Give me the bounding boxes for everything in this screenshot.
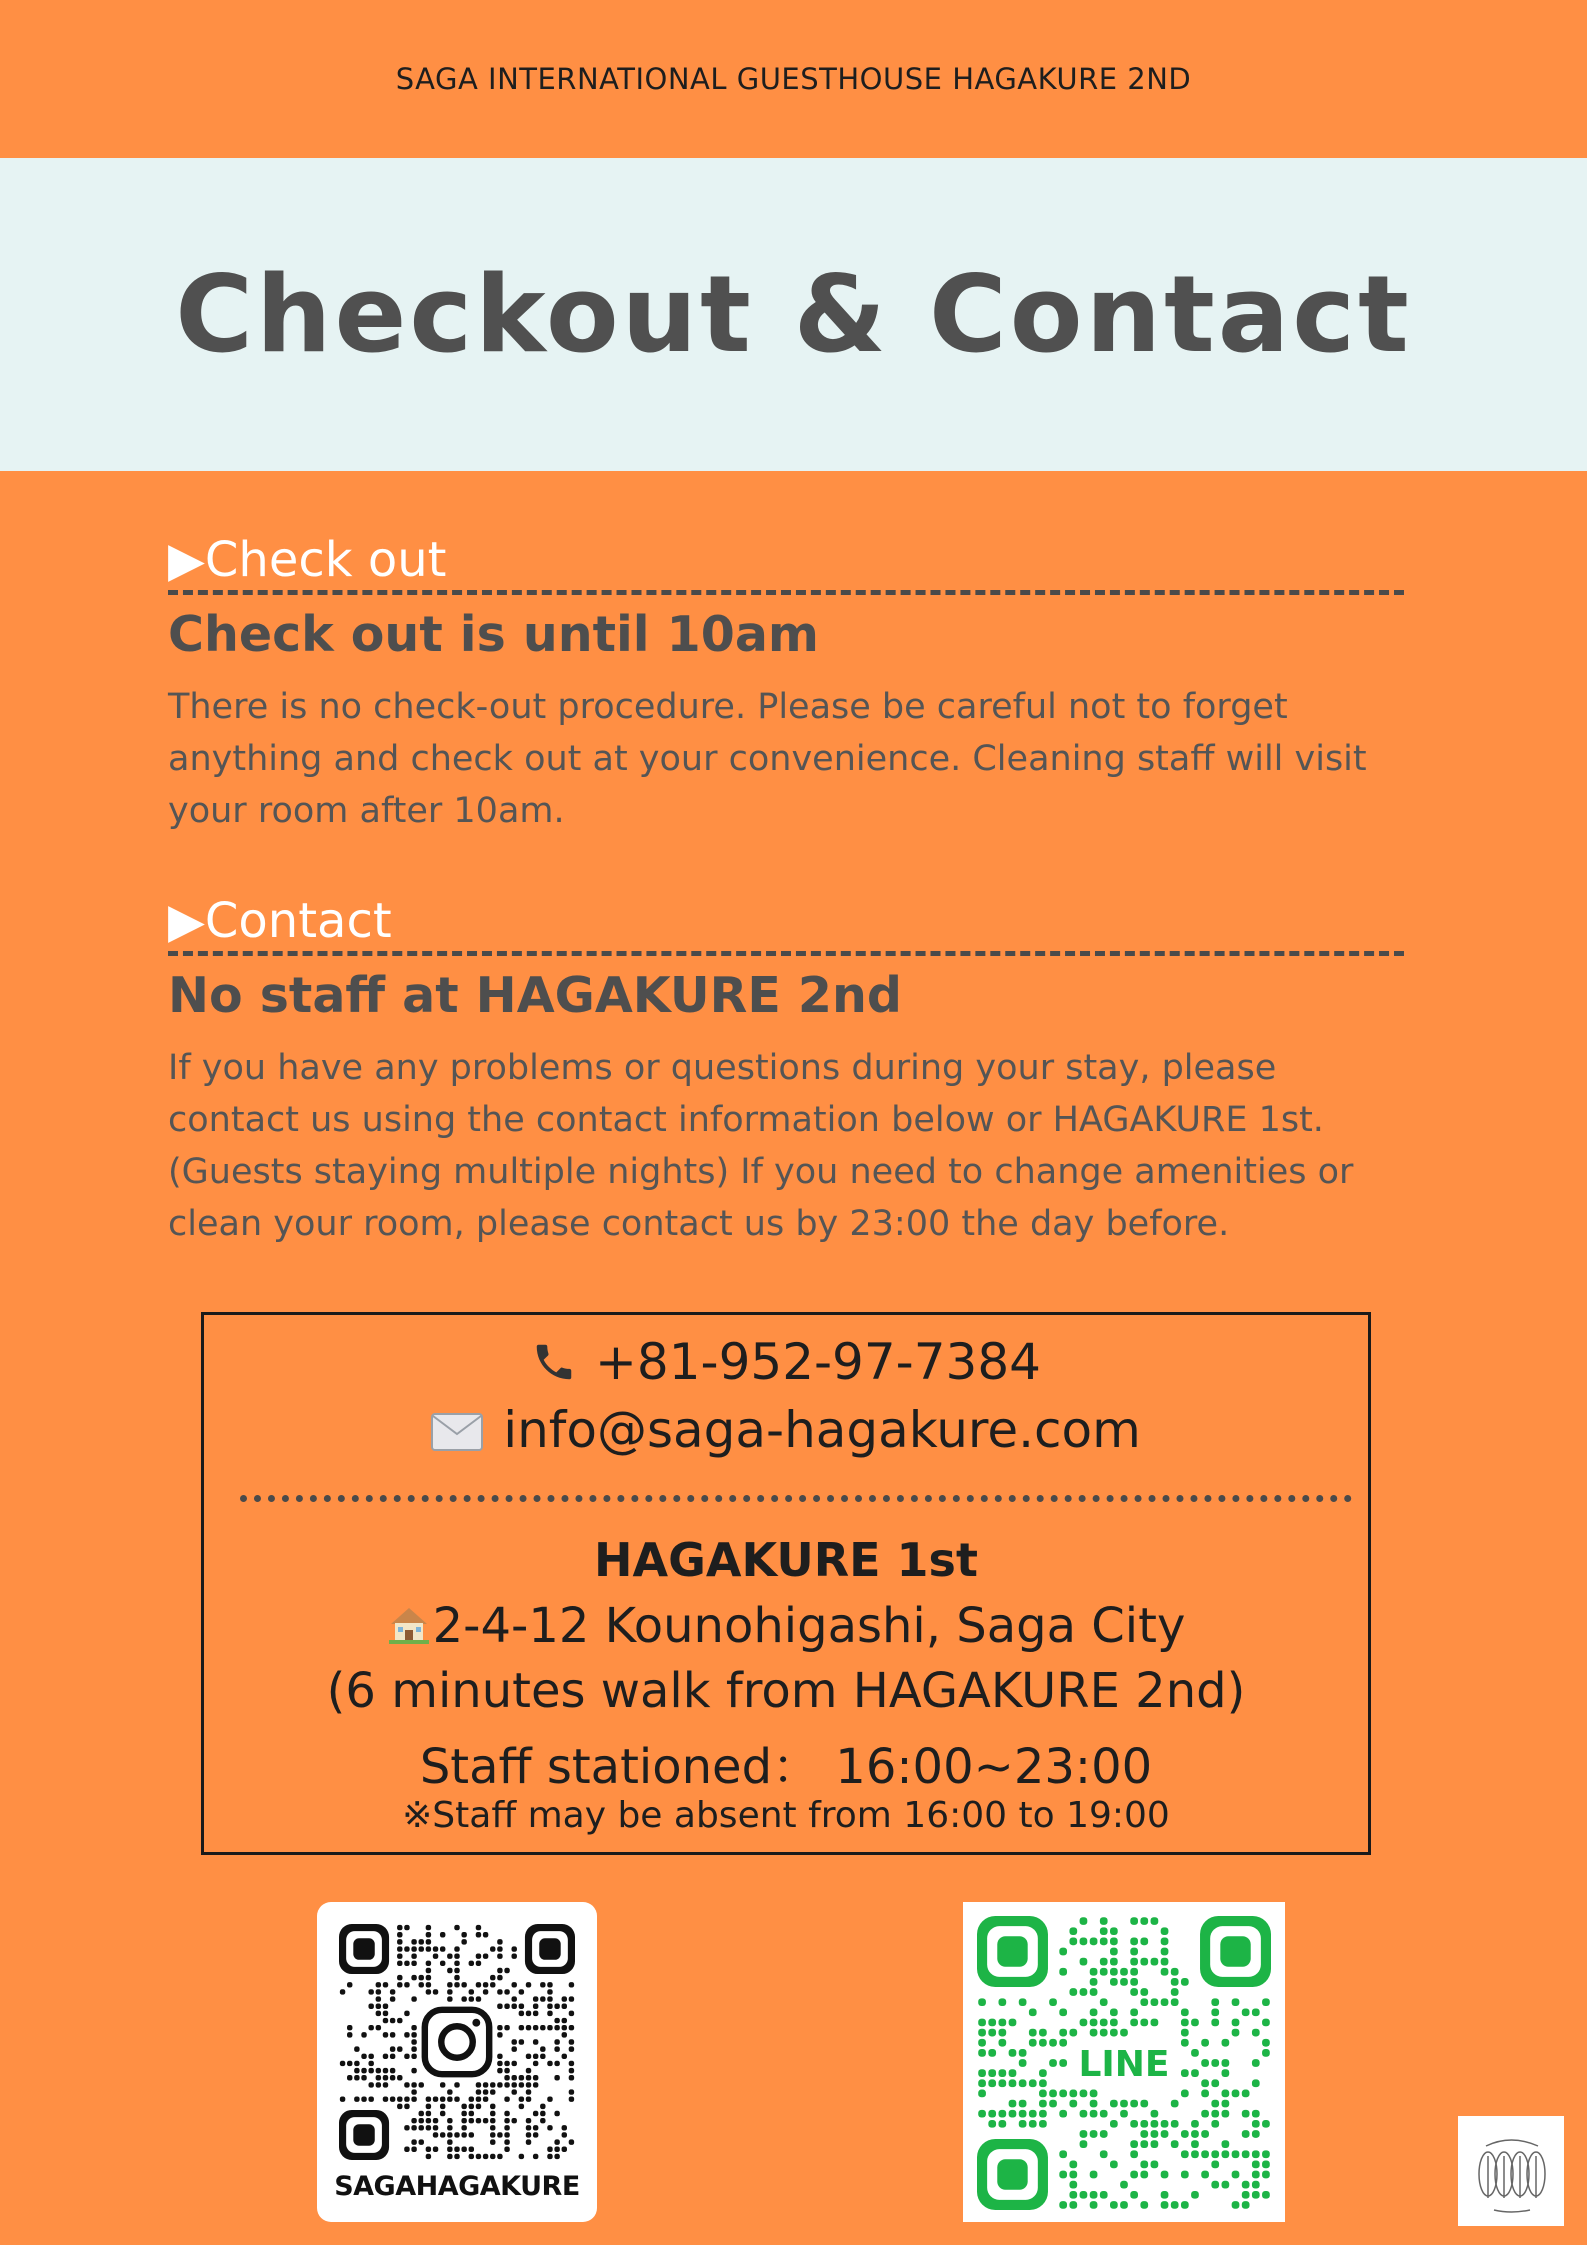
address-text: 2-4-12 Kounohigashi, Saga City	[432, 1598, 1186, 1654]
contact-body-text: If you have any problems or questions during your stay, please contact us using the contact information below or HAGAKURE 1st. (Guests staying multiple nights) If you need to change amenities or clean your room, please contact us by 23:00 the day before.	[168, 1048, 1354, 1244]
staff-absence-note: ※Staff may be absent from 16:00 to 19:00	[402, 1795, 1170, 1836]
hagakure-leaf-logo	[1458, 2116, 1564, 2226]
instagram-qr-card[interactable]	[317, 1902, 597, 2222]
instagram-handle: SAGAHAGAKURE	[334, 2171, 580, 2202]
house-icon	[387, 1602, 431, 1646]
checkout-section-heading	[168, 529, 1404, 595]
instagram-icon	[425, 2010, 489, 2074]
email-address[interactable]: info@saga-hagakure.com	[503, 1401, 1141, 1459]
checkout-headline: Check out is until 10am	[168, 606, 819, 663]
guesthouse-logo	[1458, 2116, 1564, 2226]
title-band	[0, 158, 1587, 471]
contact-section-heading	[168, 890, 1404, 956]
phone-icon	[531, 1339, 577, 1385]
page-title: Checkout & Contact	[175, 253, 1412, 376]
contact-section-label: ▶Contact	[168, 893, 392, 949]
contact-info-box	[201, 1312, 1371, 1855]
line-qr-code	[977, 1916, 1271, 2210]
checkout-body-text: There is no check-out procedure. Please be careful not to forget anything and check out at your convenience. Cleaning staff will visit your room after 10am.	[168, 687, 1367, 831]
contact-headline: No staff at HAGAKURE 2nd	[168, 967, 902, 1024]
instagram-qr-code	[339, 1924, 575, 2160]
envelope-icon	[431, 1413, 483, 1451]
address-line	[204, 1598, 1368, 1654]
walk-distance: (6 minutes walk from HAGAKURE 2nd)	[326, 1663, 1246, 1719]
line-label: LINE	[1078, 2044, 1170, 2085]
phone-line	[204, 1333, 1368, 1391]
dotted-divider	[240, 1495, 1352, 1502]
guesthouse-name-header: SAGA INTERNATIONAL GUESTHOUSE HAGAKURE 2ND	[395, 62, 1192, 96]
staff-hours: Staff stationed： 16:00~23:00	[419, 1739, 1153, 1795]
branch-name: HAGAKURE 1st	[594, 1533, 978, 1587]
phone-number[interactable]: +81-952-97-7384	[595, 1333, 1041, 1391]
email-line	[204, 1401, 1368, 1459]
checkout-section-label: ▶Check out	[168, 532, 447, 588]
line-qr-card[interactable]	[963, 1902, 1285, 2222]
